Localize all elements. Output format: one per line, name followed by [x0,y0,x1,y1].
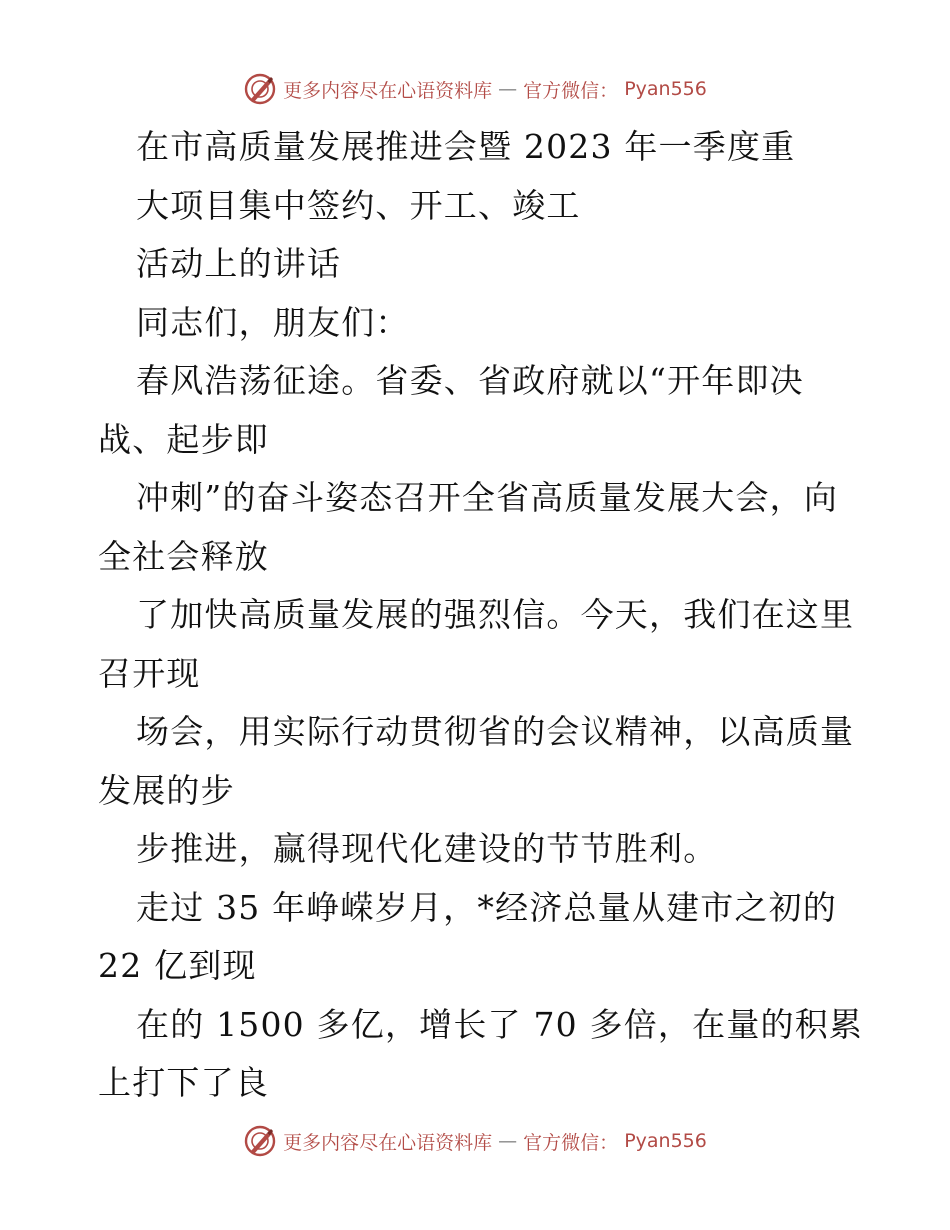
text-line: 大项目集中签约、开工、竣工 [136,185,581,225]
text-line: 战、起步即 [98,419,269,459]
text-line: 在的 1500 多亿，增长了 70 多倍，在量的积累 [136,1004,864,1044]
text-line: 在市高质量发展推进会暨 2023 年一季度重 [136,127,796,166]
pen-logo-icon [243,72,277,106]
text-line: 走过 35 年峥嵘岁月，*经济总量从建市之初的 [136,887,838,927]
text-line: 活动上的讲话 [136,244,342,283]
text-line: 召开现 [98,653,201,693]
text-line: 场会，用实际行动贯彻省的会议精神，以高质量 [136,712,855,751]
watermark-label: 官方微信： [523,1131,619,1154]
text-line: 了加快高质量发展的强烈信。今天，我们在这里 [136,595,855,634]
watermark-label: 官方微信： [523,79,619,102]
watermark-text: 更多内容尽在心语资料库 [283,79,493,102]
watermark-text: 更多内容尽在心语资料库 [283,1131,493,1154]
text-line: 冲刺”的奋斗姿态召开全省高质量发展大会，向 [136,478,839,517]
watermark-dash: — [498,1130,518,1152]
text-line: 上打下了良 [98,1063,269,1102]
text-line: 22 亿到现 [98,946,257,985]
watermark-account: Pyan556 [624,1130,707,1152]
text-line: 步推进，赢得现代化建设的节节胜利。 [136,829,718,868]
document-body [98,118,864,1113]
watermark-dash: — [498,78,518,100]
pen-logo-icon [243,1124,277,1158]
text-line: 发展的步 [98,770,235,810]
text-line: 春风浩荡征途。省委、省政府就以“开年即决 [136,361,804,400]
header-watermark [0,72,950,106]
text-line: 全社会释放 [98,536,269,576]
text-line: 同志们，朋友们： [136,302,410,342]
watermark-account: Pyan556 [624,78,707,100]
footer-watermark [0,1124,950,1158]
